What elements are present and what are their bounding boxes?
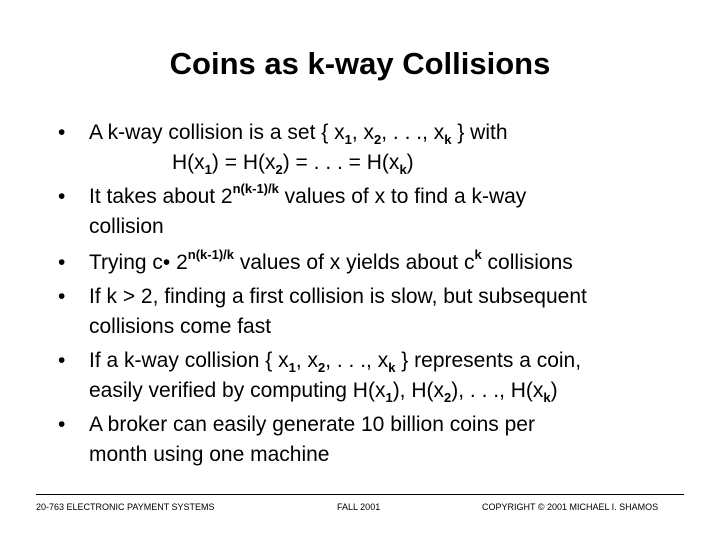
footer-rule [36,494,684,495]
bullet-3-line-1: • Trying c• $2^{n(k-1)/k}$ values of x yields about $c^k$ collisions [58,248,573,278]
bullet-5-line-2: easily verified by computing $H(x_1)$, $H(x_2)$, . . ., $H(x_k)$ [89,379,558,405]
bullet-6-line-2: month using one machine [89,443,330,466]
bullet-dot: • [58,285,66,308]
bullet-dot: • [58,413,66,436]
bullet-dot: • [58,251,66,274]
bullet-4-line-1: • If k > 2, finding a first collision is slow, but subsequent [58,282,587,312]
bullet-5-line-1: • If a k-way collision { $x_1$, $x_2$, . . ., $x_k$ } represents a coin, [58,346,581,376]
bullet-2-line-1: • It takes about $2^{n(k-1)/k}$ values of x to find a k-way [58,182,526,212]
bullet-dot: • [58,121,66,144]
bullet-6-line-1: • A broker can easily generate 10 billion coins per [58,410,535,440]
footer-copyright: COPYRIGHT © 2001 MICHAEL I. SHAMOS [482,502,659,512]
bullet-2-line-2: collision [89,215,164,238]
bullet-dot: • [58,185,66,208]
bullet-1-line-2: $H(x_1) = H(x_2)$ = . . . = $H(x_k)$ [172,151,414,177]
slide-title: Coins as k-way Collisions [169,46,551,81]
bullet-dot: • [58,349,66,372]
bullet-4-line-2: collisions come fast [89,315,272,338]
footer-term: FALL 2001 [337,502,381,512]
footer-course: 20-763 ELECTRONIC PAYMENT SYSTEMS [36,502,215,512]
bullet-1-line-1: • A k-way collision is a set { $x_1$, $x_2$, . . ., $x_k$ } with [58,118,508,148]
